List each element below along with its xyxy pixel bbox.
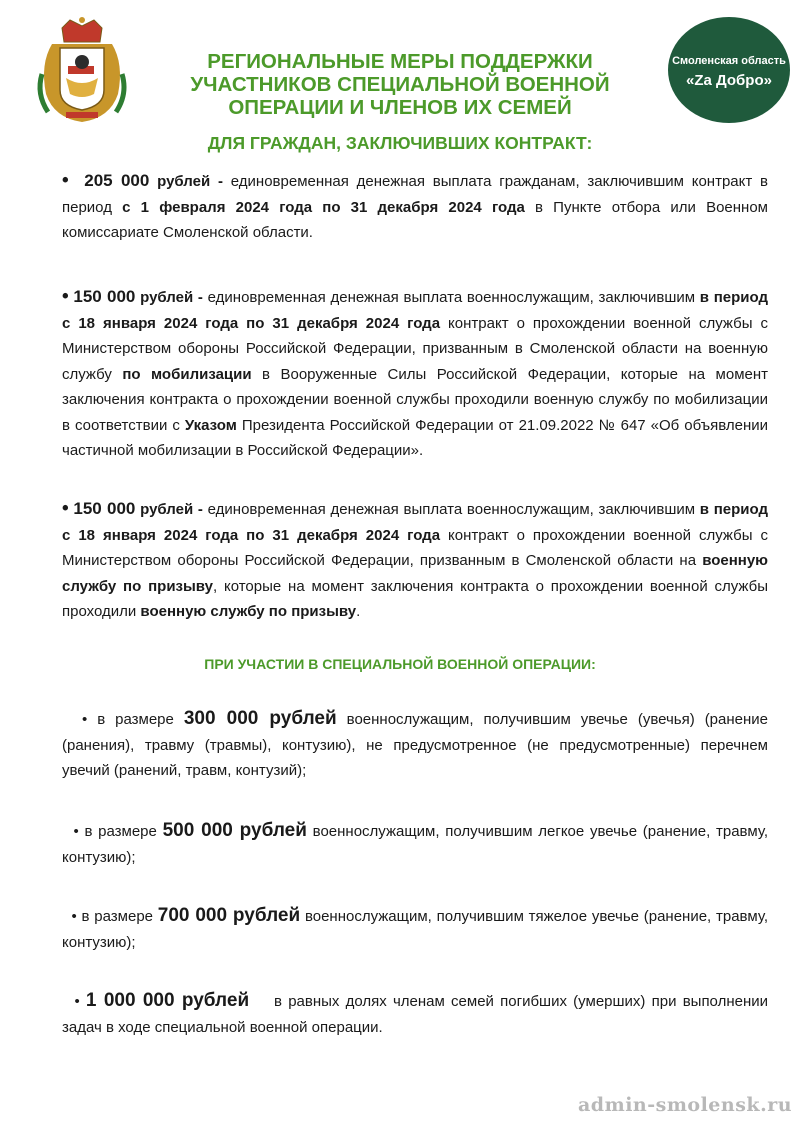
unit: рублей - — [140, 501, 203, 518]
amount: 300 000 рублей — [183, 708, 337, 729]
item-bold: военную службу по призыву — [62, 552, 768, 595]
bullet: • — [62, 170, 69, 191]
amount: 1 000 000 рублей — [85, 990, 250, 1011]
item-period: в период с 18 января 2024 года по 31 декабря 2024 года — [62, 289, 768, 332]
title-line: РЕГИОНАЛЬНЫЕ МЕРЫ ПОДДЕРЖКИ — [207, 50, 593, 73]
title-line: УЧАСТНИКОВ СПЕЦИАЛЬНОЙ ВОЕННОЙ — [190, 73, 610, 96]
item-text: . — [356, 603, 361, 620]
contract-item — [62, 496, 768, 625]
badge-slogan: «Za Добро» — [686, 72, 772, 89]
amount: 500 000 рублей — [162, 820, 307, 841]
svo-item — [62, 988, 773, 1040]
item-text: в Вооруженные Силы Российской Федерации, которые на момент заключения контракта о прохождении военной службы проходили военную службу по мобилизации в соответствии с — [62, 365, 768, 434]
item-text: Президента Российской Федерации от 21.09.2022 № 647 «Об объявлении частичной мобилизации в Российской Федерации». — [62, 416, 768, 459]
bullet: • — [62, 498, 69, 519]
svo-item — [62, 903, 768, 955]
contract-subtitle: ДЛЯ ГРАЖДАН, ЗАКЛЮЧИВШИХ КОНТРАКТ: — [207, 133, 593, 153]
item-period: с 1 февраля 2024 года по 31 декабря 2024 года — [122, 198, 525, 216]
unit: рублей - — [157, 173, 223, 190]
bullet: • — [73, 823, 79, 840]
contract-item — [62, 284, 768, 464]
item-text: военнослужащим, получившим увечье (увечья) (ранение (ранения), травму (травмы), контузию), не предусмотренное (не предусмотренные) перечнем увечий (ранений, травм, контузий); — [62, 711, 769, 779]
amount: 150 000 — [73, 287, 136, 306]
za-dobro-badge — [668, 17, 790, 123]
amount: 150 000 — [73, 499, 136, 518]
bullet: • — [81, 711, 88, 728]
item-period: в период с 18 января 2024 года по 31 декабря 2024 года — [62, 501, 768, 544]
item-text: в Пункте отбора или Военном комиссариате Смоленской области. — [62, 198, 768, 241]
item-text: единовременная денежная выплата военнослужащим, заключившим — [202, 289, 700, 306]
site-watermark: admin-smolensk.ru — [578, 1094, 793, 1116]
item-text: в равных долях членам семей погибших (умерших) при выполнении задач в ходе специальной военной операции. — [62, 993, 773, 1036]
amount: 205 000 — [84, 171, 150, 190]
svo-item — [62, 818, 768, 870]
item-text: контракт о прохождении военной службы с Министерством обороны Российской Федерации, призванным в Смоленской области на военную службу — [62, 314, 768, 383]
coat-of-arms-icon — [32, 14, 132, 126]
item-prefix: в размере — [78, 823, 163, 840]
bullet: • — [62, 286, 69, 307]
bullet: • — [74, 993, 80, 1010]
item-text: , которые на момент заключения контракта о прохождении военной службы проходили — [62, 577, 769, 620]
item-bold: военную службу по призыву — [140, 603, 357, 620]
unit: рублей - — [140, 289, 203, 306]
item-bold: Указом — [184, 416, 237, 434]
title-line: ОПЕРАЦИИ И ЧЛЕНОВ ИХ СЕМЕЙ — [228, 96, 572, 119]
svo-item — [62, 706, 768, 784]
contract-item — [62, 168, 768, 246]
svo-section-title: ПРИ УЧАСТИИ В СПЕЦИАЛЬНОЙ ВОЕННОЙ ОПЕРАЦИИ: — [204, 656, 596, 672]
item-text: единовременная денежная выплата военнослужащим, заключившим — [202, 501, 700, 518]
item-text: контракт о прохождении военной службы с Министерством обороны Российской Федерации, призванным в Смоленской области на — [62, 526, 768, 569]
bullet: • — [71, 908, 77, 925]
page-title — [150, 50, 650, 119]
item-text: единовременная денежная выплата гражданам, заключившим контракт в период — [62, 173, 768, 216]
item-text: военнослужащим, получившим легкое увечье (ранение, травму, контузию); — [62, 823, 768, 866]
item-text: военнослужащим, получившим тяжелое увечье (ранение, травму, контузию); — [62, 908, 768, 951]
amount: 700 000 рублей — [157, 905, 301, 926]
badge-region: Смоленская область — [672, 55, 786, 67]
item-bold: по мобилизации — [122, 365, 252, 383]
item-prefix: в размере — [87, 711, 184, 728]
item-prefix: в размере — [76, 908, 158, 925]
